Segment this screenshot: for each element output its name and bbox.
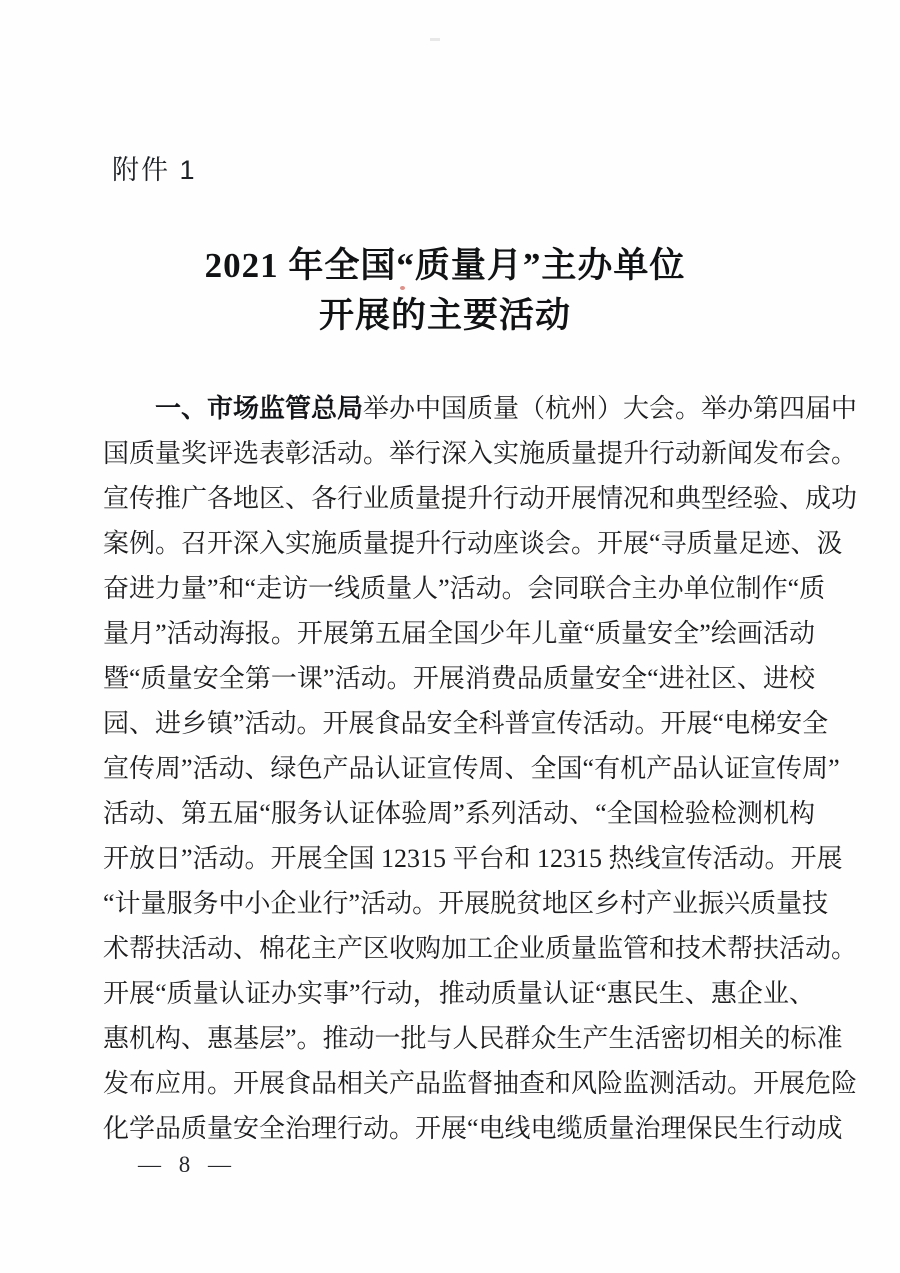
paragraph-line: “计量服务中小企业行”活动。开展脱贫地区乡村产业振兴质量技 [103, 889, 829, 918]
paragraph-line: 开放日”活动。开展全国 12315 平台和 12315 热线宣传活动。开展 [103, 844, 843, 873]
paragraph-line: 宣传周”活动、绿色产品认证宣传周、全国“有机产品认证宣传周” [103, 754, 840, 783]
paragraph-line: 宣传推广各地区、各行业质量提升行动开展情况和典型经验、成功 [103, 484, 858, 513]
section-lead: 一、市场监管总局 [155, 393, 364, 423]
scan-speckle [400, 286, 405, 290]
paragraph-line: 案例。召开深入实施质量提升行动座谈会。开展“寻质量足迹、汲 [103, 529, 843, 558]
body-paragraph [103, 386, 858, 1151]
page-number: — 8 — [138, 1152, 237, 1177]
document-title-line1: 2021 年全国“质量月”主办单位 [204, 246, 686, 285]
paragraph-line: 发布应用。开展食品相关产品监督抽查和风险监测活动。开展危险 [103, 1069, 858, 1098]
scan-speckle [430, 38, 440, 41]
paragraph-line: 园、进乡镇”活动。开展食品安全科普宣传活动。开展“电梯安全 [103, 709, 829, 738]
paragraph-line: 惠机构、惠基层”。推动一批与人民群众生产生活密切相关的标准 [103, 1024, 843, 1053]
paragraph-line: 活动、第五届“服务认证体验周”系列活动、“全国检验检测机构 [103, 799, 815, 828]
document-title-line2: 开展的主要活动 [318, 296, 571, 335]
paragraph-line: 奋进力量”和“走访一线质量人”活动。会同联合主办单位制作“质 [103, 574, 826, 603]
paragraph-line: 国质量奖评选表彰活动。举行深入实施质量提升行动新闻发布会。 [103, 439, 858, 468]
attachment-label: 附件 1 [112, 155, 197, 185]
paragraph-line: 量月”活动海报。开展第五届全国少年儿童“质量安全”绘画活动 [103, 619, 815, 648]
paragraph-line: 术帮扶活动、棉花主产区收购加工企业质量监管和技术帮扶活动。 [103, 934, 858, 963]
paragraph-line: 开展“质量认证办实事”行动，推动质量认证“惠民生、惠企业、 [103, 979, 815, 1008]
paragraph-line: 一、市场监管总局举办中国质量（杭州）大会。举办第四届中 [155, 393, 858, 423]
paragraph-line: 化学品质量安全治理行动。开展“电线电缆质量治理保民生行动成 [103, 1114, 843, 1143]
document-title [60, 241, 830, 341]
paragraph-line: 暨“质量安全第一课”活动。开展消费品质量安全“进社区、进校 [103, 664, 815, 693]
